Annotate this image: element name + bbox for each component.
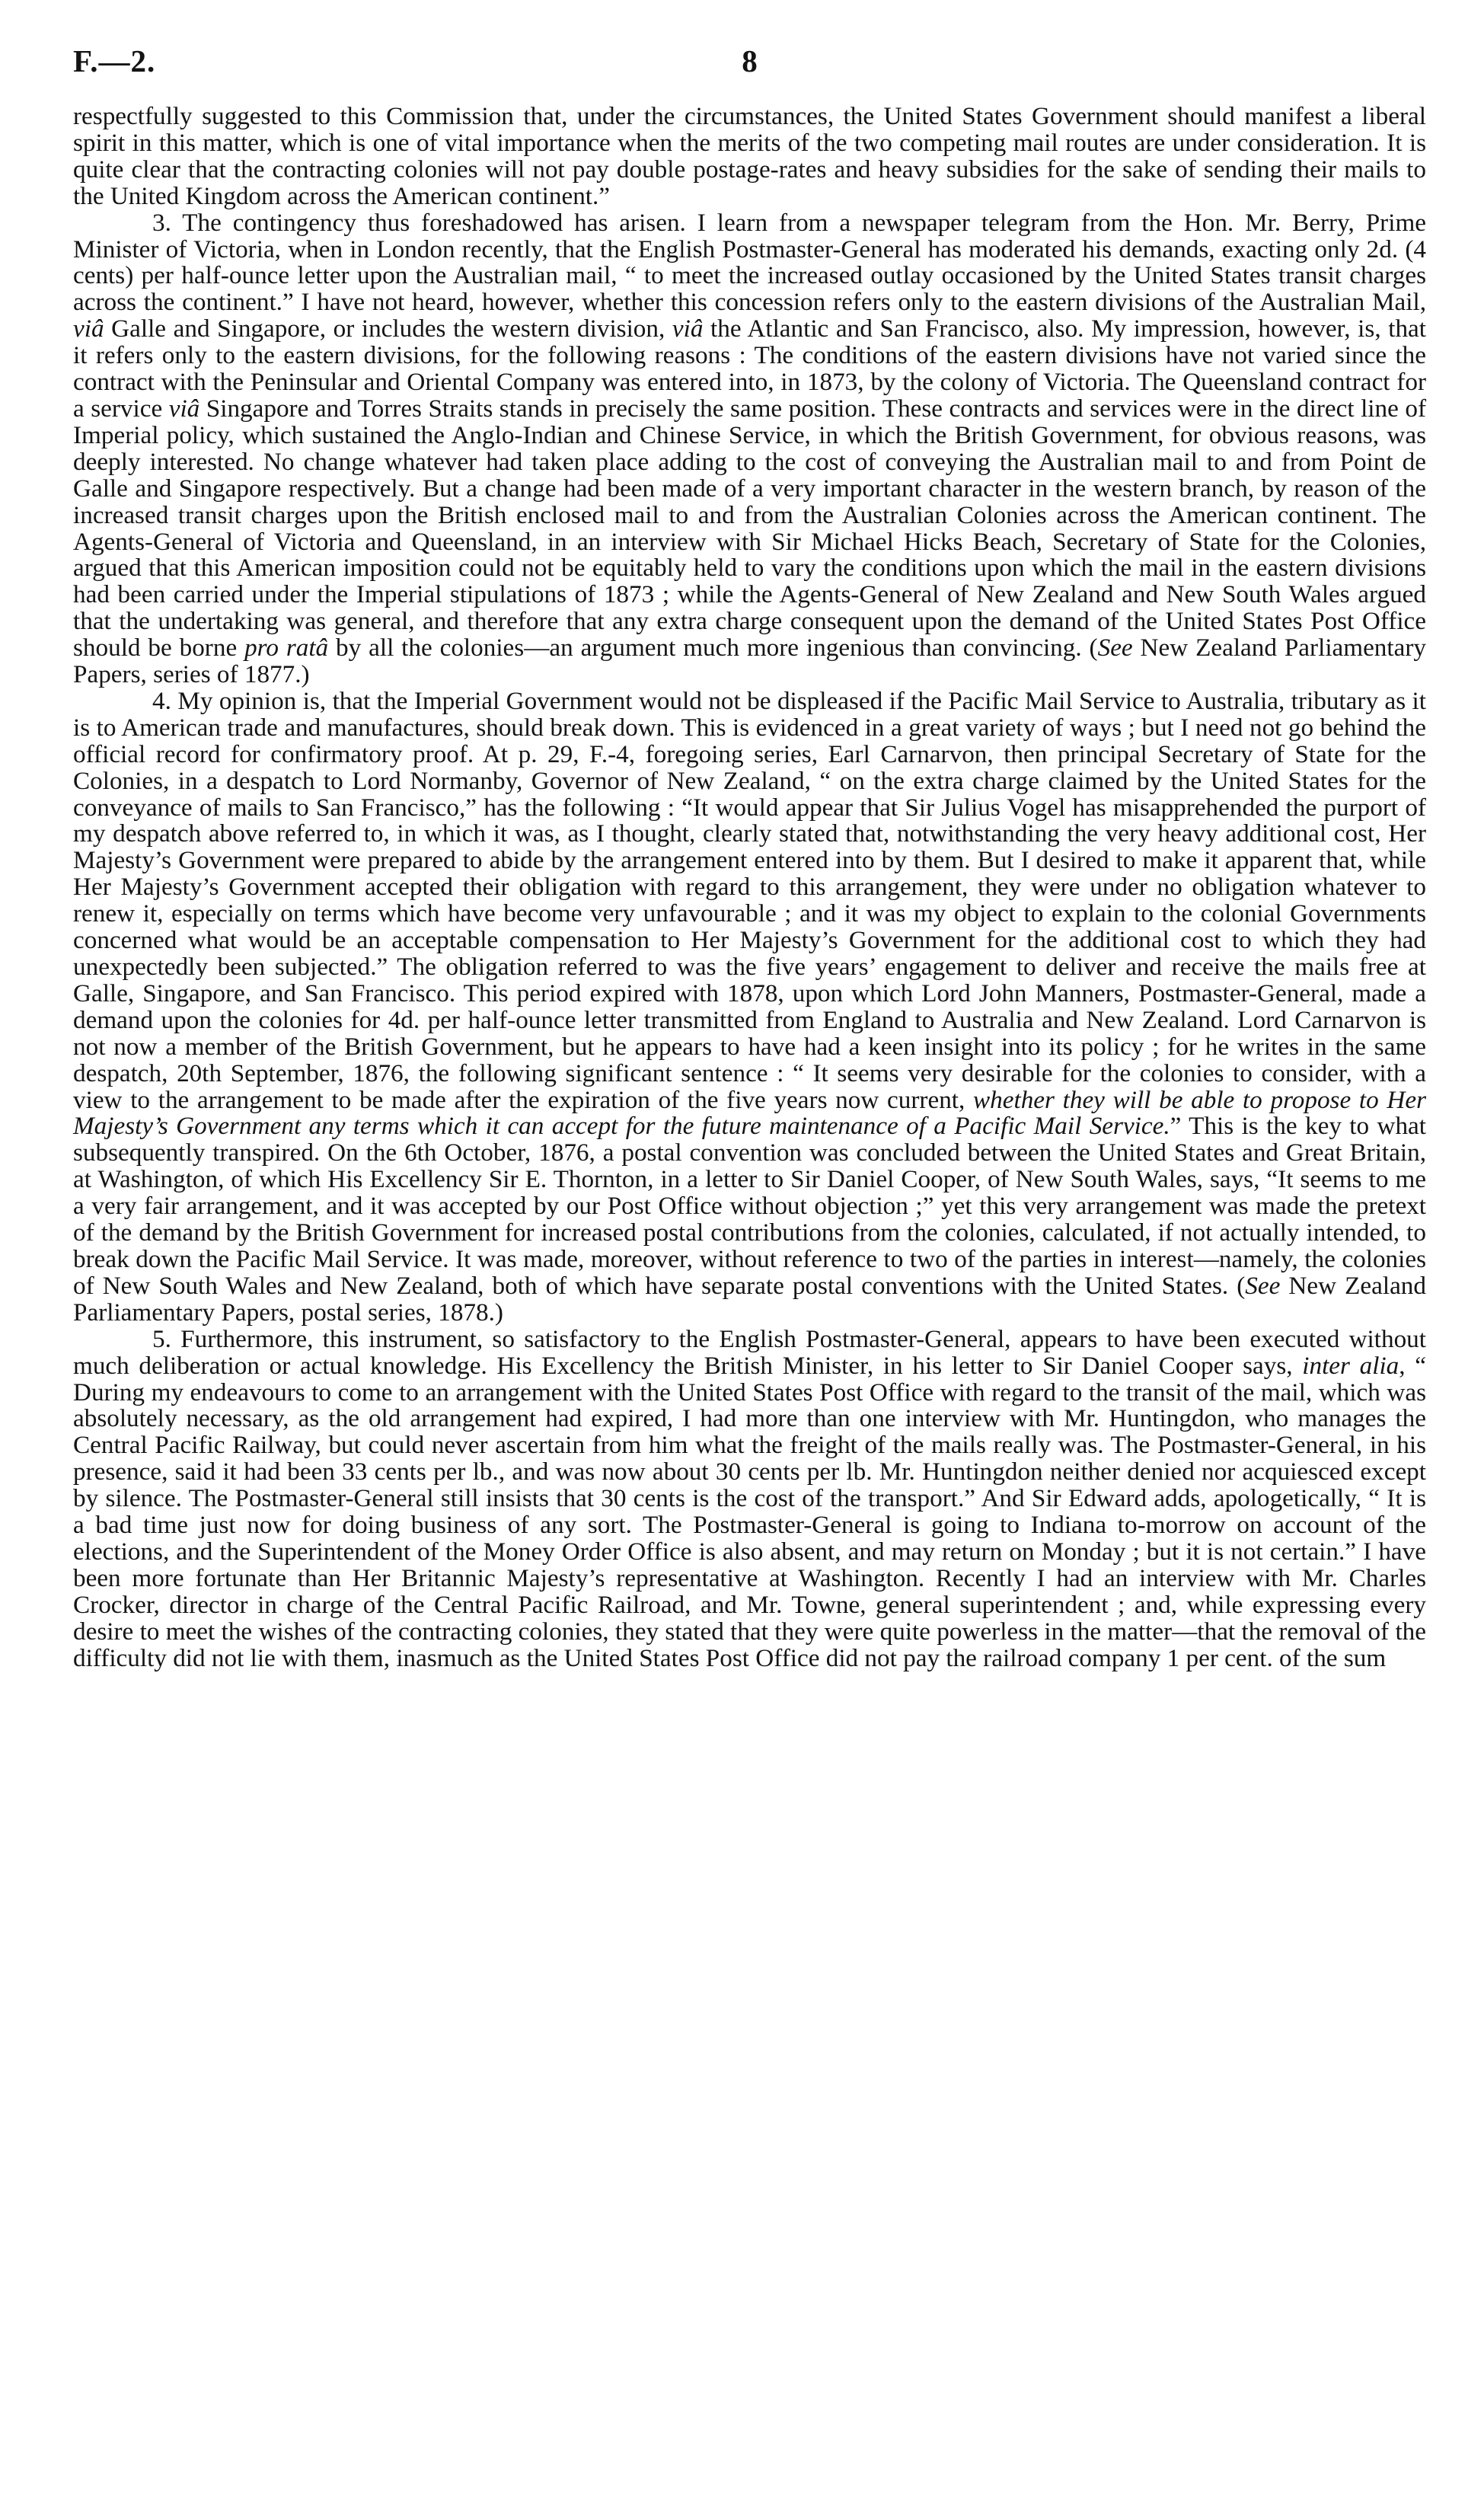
body-text xyxy=(73,104,1426,1671)
italic-text: inter alia xyxy=(1302,1351,1399,1380)
paragraph-5 xyxy=(73,1324,1427,1672)
text-run: 4. My opinion is, that the Imperial Government would not be displeased if the Pacific Mail Service to Australia, tributary as it is to American trade and manufactures, should break down. This is evidenced in a great variety of ways ; but I need not go behind the official record for confirmatory proof. At p. 29, F.-4, foregoing series, Earl Carnarvon, then principal Secretary of State for the Colonies, in a despatch to Lord Normanby, Governor of New Zealand, “ on the extra charge claimed by the United States for the conveyance of mails to San Francisco,” has the following : “It would appear that Sir Julius Vogel has misapprehended the purport of my despatch above referred to, in which it was, as I thought, clearly stated that, notwithstanding the very heavy additional cost, Her Majesty’s Government were prepared to abide by the arrangement entered into by them. But I desired to make it apparent that, while Her Majesty’s Government accepted their obligation with regard to this arrangement, they were under no obligation whatever to renew it, especially on terms which have become very unfavourable ; and it was my object to explain to the colonial Governments concerned what would be an acceptable compensation to Her Majesty’s Government for the additional cost to which they had unexpectedly been subjected.” The obligation referred to was the five years’ engagement to deliver and receive the mails free at Galle, Singapore, and San Francisco. This period expired with 1878, upon which Lord John Manners, Postmaster-General, made a demand upon the colonies for 4d. per half-ounce letter transmitted from England to Australia and New Zealand. Lord Carnarvon is not now a member of the British Government, but he appears to have had a keen insight into its policy ; for he writes in the same despatch, 20th September, 1876, the following significant sentence : “ It seems very desirable for the colonies to consider, with a view to the arrangement to be made after the expiration of the five years now current, xyxy=(73,686,1426,1114)
text-run: the Atlantic and San Francisco, also. My impression, however, is, that it refers only to the eastern divisions, for the following reasons : The conditions of the eastern divisions have not varied since the contract with the Peninsular and Oriental Company was entered into, in 1873, by the colony of Victoria. The Queensland contract for a service xyxy=(73,314,1426,423)
text-run: Galle and Singapore, or includes the western division, xyxy=(104,314,672,343)
text-run: ” This is the key to what subsequently transpired. On the 6th October, 1876, a postal convention was concluded between the United States and Great Britain, at Washington, of which His Excellency Sir E. Thornton, in a letter to Sir Daniel Cooper, of New South Wales, says, “It seems to me a very fair arrangement, and it was accepted by our Post Office without objection ;” yet this very arrangement was made the pretext of the demand by the British Government for increased postal contributions from the colonies, calculated, if not actually intended, to break down the Pacific Mail Service. It was made, moreover, without reference to two of the parties in interest—namely, the colonies of New South Wales and New Zealand, both of which have separate postal conventions with the United States. ( xyxy=(73,1112,1427,1300)
page-number: 8 xyxy=(742,43,758,78)
running-header xyxy=(73,40,1426,87)
paragraph-3 xyxy=(73,210,1426,688)
text-run: by all the colonies—an argument much more ingenious than convincing. ( xyxy=(328,634,1098,663)
text-run: Singapore and Torres Straits stands in precisely the same position. These contracts and services were in the direct line of Imperial policy, which sustained the Anglo-Indian and Chinese Service, in which the British Government, for obvious reasons, was deeply interested. No change whatever had taken place adding to the cost of conveying the Australian mail to and from Point de Galle and Singapore respectively. But a change had been made of a very important character in the western branch, by reason of the increased transit charges upon the British enclosed mail to and from the Australian Colonies across the American continent. The Agents-General of Victoria and Queensland, in an interview with Sir Michael Hicks Beach, Secretary of State for the Colonies, argued that this American imposition could not be equitably held to vary the conditions upon which the mail in the eastern divisions had been carried under the Imperial stipulations of 1873 ; while the Agents-General of New Zealand and New South Wales argued that the undertaking was general, and therefore that any extra charge consequent upon the demand of the United States Post Office should be borne xyxy=(73,394,1426,663)
text-run: New Zealand Parliamentary Papers, postal series, 1878.) xyxy=(73,1271,1426,1327)
italic-text: See xyxy=(1097,634,1133,663)
text-run: 3. The contingency thus foreshadowed has arisen. I learn from a newspaper telegram from the Hon. Mr. Berry, Prime Minister of Victoria, when in London recently, that the English Postmaster-General has moderated his demands, exacting only 2d. (4 cents) per half-ounce letter upon the Australian mail, “ to meet the increased outlay occasioned by the United States transit charges across the continent.” I have not heard, however, whether this concession refers only to the eastern divisions of the Australian Mail, xyxy=(73,208,1426,317)
document-reference: F.—2. xyxy=(73,43,156,78)
italic-text: See xyxy=(1245,1271,1281,1300)
text-run: respectfully suggested to this Commission that, under the circumstances, the United States Government should manifest a liberal spirit in this matter, which is one of vital importance when the merits of the two competing mail routes are under consideration. It is quite clear that the contracting colonies will not pay double postage-rates and heavy subsidies for the sake of sending their mails to the United Kingdom across the American continent.” xyxy=(73,102,1426,210)
text-run: New Zealand Parliamentary Papers, series of 1877.) xyxy=(73,634,1426,689)
italic-text: viâ xyxy=(73,314,104,343)
italic-text: whether they will be able to propose to Her Majesty’s Government any terms which it can accept for the future maintenance of a Pacific Mail Service. xyxy=(73,1085,1427,1141)
italic-text: viâ xyxy=(168,394,200,423)
paragraph-4 xyxy=(73,688,1426,1327)
text-run: 5. Furthermore, this instrument, so satisfactory to the English Postmaster-General, appears to have been executed without much deliberation or actual knowledge. His Excellency the British Minister, in his letter to Sir Daniel Cooper says, xyxy=(73,1324,1426,1380)
text-run: , “ During my endeavours to come to an arrangement with the United States Post Office with regard to the transit of the mail, which was absolutely necessary, as the old arrangement had expired, I had more than one interview with Mr. Huntingdon, who manages the Central Pacific Railway, but could never ascertain from him what the freight of the mails really was. The Postmaster-General, in his presence, said it had been 33 cents per lb., and was now about 30 cents per lb. Mr. Huntingdon neither denied nor acquiesced except by silence. The Postmaster-General still insists that 30 cents is the cost of the transport.” And Sir Edward adds, apologetically, “ It is a bad time just now for doing business of any sort. The Postmaster-General is going to Indiana to-morrow on account of the elections, and the Superintendent of the Money Order Office is also absent, and may return on Monday ; but it is not certain.” I have been more fortunate than Her Britannic Majesty’s representative at Washington. Recently I had an interview with Mr. Charles Crocker, director in charge of the Central Pacific Railroad, and Mr. Towne, general superintendent ; and, while expressing every desire to meet the wishes of the contracting colonies, they stated that they were quite powerless in the matter—that the removal of the difficulty did not lie with them, inasmuch as the United States Post Office did not pay the railroad company 1 per cent. of the sum xyxy=(73,1351,1427,1672)
paragraph-continued xyxy=(73,104,1426,210)
italic-text: viâ xyxy=(672,314,704,343)
italic-text: pro ratâ xyxy=(244,634,329,663)
